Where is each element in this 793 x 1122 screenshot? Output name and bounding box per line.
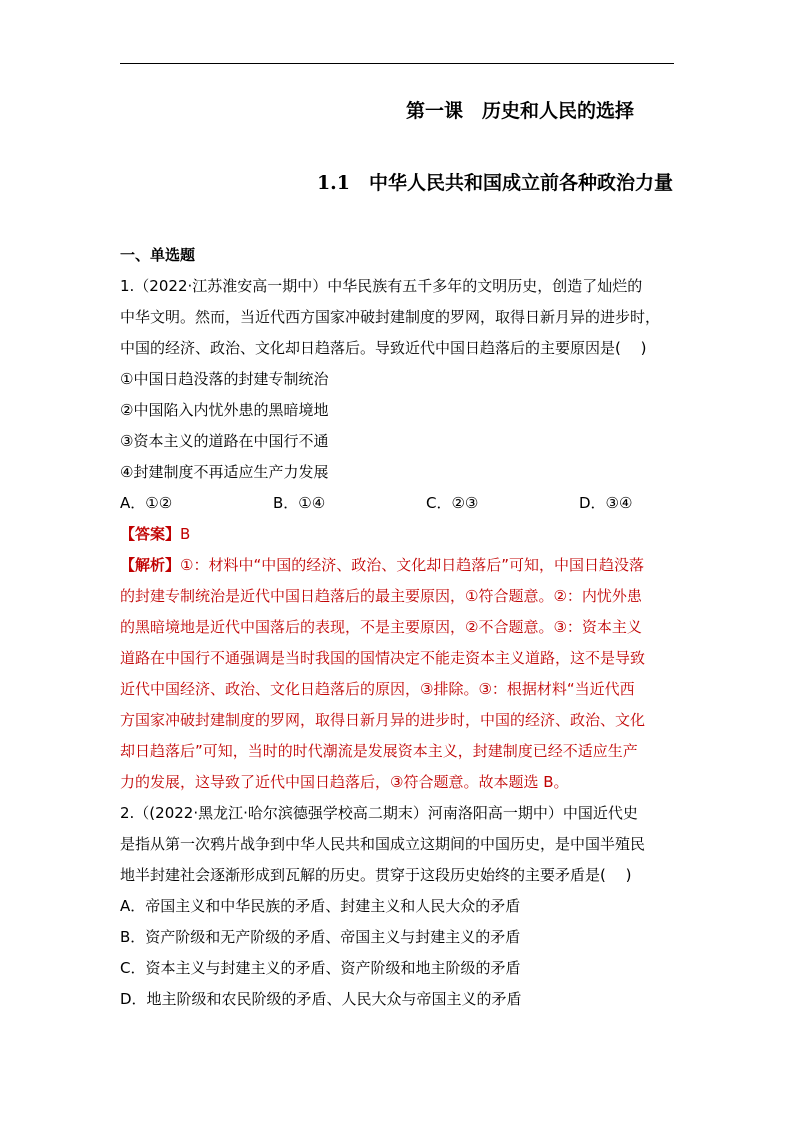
question-2 [120, 798, 676, 1015]
q1-analysis-line: 却日趋落后”可知，当时的时代潮流是发展资本主义，封建制度已经不适应生产 [120, 742, 638, 760]
q1-analysis-line: 道路在中国行不通强调是当时我国的国情决定不能走资本主义道路，这不是导致 [120, 649, 646, 667]
q1-statement: ④封建制度不再适应生产力发展 [120, 463, 329, 481]
q1-analysis-line: 的黑暗境地是近代中国落后的表现，不是主要原因，②不合题意。③：资本主义 [120, 618, 642, 636]
q1-option-c: C．②③ [426, 494, 479, 512]
q1-stem-line: 中国的经济、政治、文化却日趋落后。导致近代中国日趋落后的主要原因是( ) [120, 339, 647, 357]
answer-label: 【答案】 [120, 525, 181, 543]
q1-stem-line: 1.（2022·江苏淮安高一期中）中华民族有五千多年的文明历史，创造了灿烂的 [120, 277, 643, 295]
q1-options [120, 488, 676, 519]
analysis-label: 【解析】 [120, 556, 181, 574]
q2-stem-line: 2.（(2022·黑龙江·哈尔滨德强学校高二期末）河南洛阳高一期中）中国近代史 [120, 804, 638, 822]
q2-stem-line: 地半封建社会逐渐形成到瓦解的历史。贯穿于这段历史始终的主要矛盾是( ) [120, 866, 632, 884]
q1-option-a: A．①② [120, 494, 173, 512]
q1-answer [120, 519, 676, 550]
q1-analysis-line: 近代中国经济、政治、文化日趋落后的原因，③排除。③：根据材料“当近代西 [120, 680, 635, 698]
q1-analysis-line: 方国家冲破封建制度的罗网，取得日新月异的进步时，中国的经济、政治、文化 [120, 711, 646, 729]
q2-option-c: C．资本主义与封建主义的矛盾、资产阶级和地主阶级的矛盾 [120, 959, 521, 977]
q1-option-d: D．③④ [579, 494, 633, 512]
q2-option-b: B．资产阶级和无产阶级的矛盾、帝国主义与封建主义的矛盾 [120, 928, 521, 946]
header-rule [120, 63, 674, 64]
answer-value: B [180, 525, 191, 543]
q1-analysis-line [120, 550, 676, 581]
analysis-text: ①：材料中“中国的经济、政治、文化却日趋落后”可知，中国日趋没落 [180, 556, 645, 574]
q2-option-d: D．地主阶级和农民阶级的矛盾、人民大众与帝国主义的矛盾 [120, 990, 522, 1008]
q1-analysis-line: 的封建专制统治是近代中国日趋落后的最主要原因，①符合题意。②：内忧外患 [120, 587, 642, 605]
question-1 [120, 271, 676, 798]
q1-statement: ③资本主义的道路在中国行不通 [120, 432, 329, 450]
q1-option-b: B．①④ [273, 494, 326, 512]
document-body [120, 240, 676, 1015]
q1-statement: ①中国日趋没落的封建专制统治 [120, 370, 329, 388]
q2-stem-line: 是指从第一次鸦片战争到中华人民共和国成立这期间的中国历史，是中国半殖民 [120, 835, 646, 853]
q1-analysis-line: 力的发展，这导致了近代中国日趋落后，③符合题意。故本题选 B。 [120, 773, 569, 791]
q2-option-a: A．帝国主义和中华民族的矛盾、封建主义和人民大众的矛盾 [120, 897, 521, 915]
q1-statement: ②中国陷入内忧外患的黑暗境地 [120, 401, 329, 419]
q1-stem-line: 中华文明。然而，当近代西方国家冲破封建制度的罗网，取得日新月异的进步时， [120, 308, 661, 326]
section-heading: 一、单选题 [120, 246, 196, 264]
section-title: 1.1 中华人民共和国成立前各种政治力量 [316, 172, 673, 194]
lesson-title: 第一课 历史和人民的选择 [405, 100, 634, 122]
